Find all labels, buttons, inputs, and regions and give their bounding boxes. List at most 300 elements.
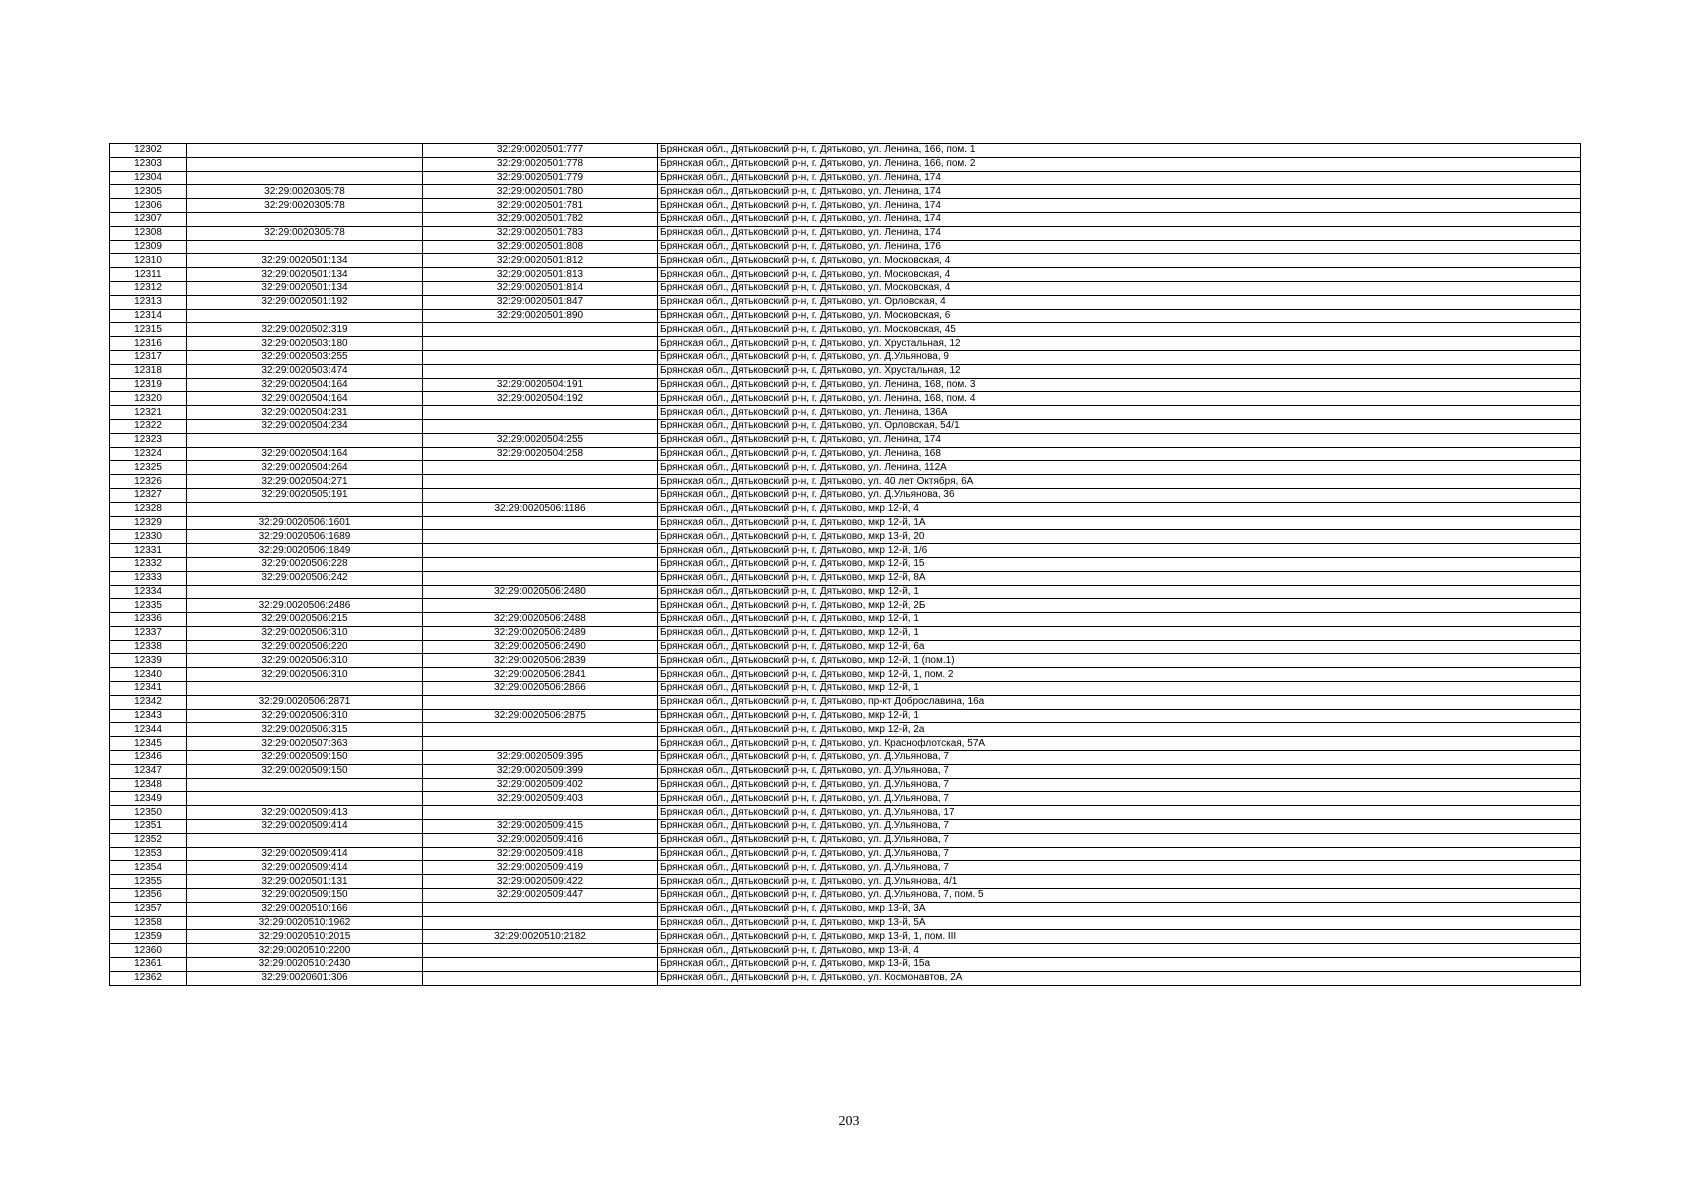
table-row [110, 281, 1581, 295]
row-number-cell: 12347 [110, 764, 187, 778]
row-number-cell: 12310 [110, 254, 187, 268]
table-row [110, 516, 1581, 530]
parent-cadastral-number-cell: 32:29:0020504:234 [187, 419, 423, 433]
address-cell: Брянская обл., Дятьковский р-н, г. Дятьково, мкр 12-й, 1/6 [658, 544, 1581, 558]
address-cell: Брянская обл., Дятьковский р-н, г. Дятьково, ул. Московская, 45 [658, 323, 1581, 337]
address-cell: Брянская обл., Дятьковский р-н, г. Дятьково, ул. Московская, 4 [658, 281, 1581, 295]
cadastral-number-cell [423, 461, 658, 475]
parent-cadastral-number-cell: 32:29:0020504:164 [187, 378, 423, 392]
cadastral-number-cell: 32:29:0020501:808 [423, 240, 658, 254]
parent-cadastral-number-cell: 32:29:0020501:192 [187, 295, 423, 309]
cadastral-number-cell [423, 737, 658, 751]
address-cell: Брянская обл., Дятьковский р-н, г. Дятьково, ул. Д.Ульянова, 4/1 [658, 875, 1581, 889]
table-row [110, 171, 1581, 185]
parent-cadastral-number-cell: 32:29:0020509:414 [187, 861, 423, 875]
cadastral-number-cell: 32:29:0020506:2489 [423, 626, 658, 640]
table-row [110, 833, 1581, 847]
cadastral-number-cell [423, 944, 658, 958]
table-row [110, 488, 1581, 502]
row-number-cell: 12322 [110, 419, 187, 433]
parent-cadastral-number-cell: 32:29:0020509:150 [187, 751, 423, 765]
address-cell: Брянская обл., Дятьковский р-н, г. Дятьково, ул. Московская, 6 [658, 309, 1581, 323]
table-row [110, 378, 1581, 392]
address-cell: Брянская обл., Дятьковский р-н, г. Дятьково, ул. Д.Ульянова, 7, пом. 5 [658, 889, 1581, 903]
cadastral-number-cell: 32:29:0020501:777 [423, 144, 658, 158]
registry-table [109, 143, 1581, 986]
parent-cadastral-number-cell: 32:29:0020501:131 [187, 875, 423, 889]
row-number-cell: 12356 [110, 889, 187, 903]
row-number-cell: 12305 [110, 185, 187, 199]
table-row [110, 820, 1581, 834]
address-cell: Брянская обл., Дятьковский р-н, г. Дятьково, ул. Д.Ульянова, 7 [658, 764, 1581, 778]
row-number-cell: 12353 [110, 847, 187, 861]
address-cell: Брянская обл., Дятьковский р-н, г. Дятьково, мкр 12-й, 1 [658, 585, 1581, 599]
row-number-cell: 12360 [110, 944, 187, 958]
address-cell: Брянская обл., Дятьковский р-н, г. Дятьково, ул. Московская, 4 [658, 254, 1581, 268]
address-cell: Брянская обл., Дятьковский р-н, г. Дятьково, мкр 12-й, 1 [658, 709, 1581, 723]
cadastral-number-cell: 32:29:0020506:2488 [423, 613, 658, 627]
parent-cadastral-number-cell [187, 502, 423, 516]
address-cell: Брянская обл., Дятьковский р-н, г. Дятьково, ул. Д.Ульянова, 17 [658, 806, 1581, 820]
parent-cadastral-number-cell: 32:29:0020509:413 [187, 806, 423, 820]
address-cell: Брянская обл., Дятьковский р-н, г. Дятьково, мкр 12-й, 2а [658, 723, 1581, 737]
table-row [110, 654, 1581, 668]
row-number-cell: 12323 [110, 433, 187, 447]
row-number-cell: 12339 [110, 654, 187, 668]
parent-cadastral-number-cell: 32:29:0020506:310 [187, 709, 423, 723]
table-row [110, 737, 1581, 751]
table-row [110, 916, 1581, 930]
table-row [110, 406, 1581, 420]
cadastral-number-cell: 32:29:0020504:255 [423, 433, 658, 447]
table-row [110, 902, 1581, 916]
cadastral-number-cell: 32:29:0020506:1186 [423, 502, 658, 516]
parent-cadastral-number-cell: 32:29:0020501:134 [187, 268, 423, 282]
cadastral-number-cell: 32:29:0020501:814 [423, 281, 658, 295]
address-cell: Брянская обл., Дятьковский р-н, г. Дятьково, ул. Ленина, 168 [658, 447, 1581, 461]
cadastral-number-cell: 32:29:0020501:781 [423, 199, 658, 213]
parent-cadastral-number-cell: 32:29:0020510:2015 [187, 930, 423, 944]
table-row [110, 875, 1581, 889]
table-row [110, 709, 1581, 723]
row-number-cell: 12321 [110, 406, 187, 420]
cadastral-number-cell [423, 406, 658, 420]
row-number-cell: 12342 [110, 695, 187, 709]
table-row [110, 847, 1581, 861]
table-row [110, 544, 1581, 558]
table-row [110, 350, 1581, 364]
row-number-cell: 12311 [110, 268, 187, 282]
address-cell: Брянская обл., Дятьковский р-н, г. Дятьково, мкр 12-й, 8А [658, 571, 1581, 585]
parent-cadastral-number-cell [187, 212, 423, 226]
table-row [110, 461, 1581, 475]
row-number-cell: 12361 [110, 958, 187, 972]
parent-cadastral-number-cell: 32:29:0020506:215 [187, 613, 423, 627]
parent-cadastral-number-cell: 32:29:0020506:220 [187, 640, 423, 654]
cadastral-number-cell [423, 806, 658, 820]
cadastral-number-cell: 32:29:0020509:418 [423, 847, 658, 861]
cadastral-number-cell: 32:29:0020501:847 [423, 295, 658, 309]
row-number-cell: 12312 [110, 281, 187, 295]
parent-cadastral-number-cell [187, 144, 423, 158]
table-row [110, 640, 1581, 654]
row-number-cell: 12320 [110, 392, 187, 406]
table-row [110, 792, 1581, 806]
row-number-cell: 12359 [110, 930, 187, 944]
table-row [110, 557, 1581, 571]
table-row [110, 971, 1581, 985]
parent-cadastral-number-cell: 32:29:0020501:134 [187, 254, 423, 268]
cadastral-number-cell: 32:29:0020506:2839 [423, 654, 658, 668]
row-number-cell: 12331 [110, 544, 187, 558]
address-cell: Брянская обл., Дятьковский р-н, г. Дятьково, ул. Ленина, 174 [658, 226, 1581, 240]
address-cell: Брянская обл., Дятьковский р-н, г. Дятьково, ул. Хрустальная, 12 [658, 364, 1581, 378]
cadastral-number-cell: 32:29:0020509:402 [423, 778, 658, 792]
row-number-cell: 12335 [110, 599, 187, 613]
table-row [110, 212, 1581, 226]
cadastral-number-cell: 32:29:0020501:782 [423, 212, 658, 226]
cadastral-number-cell [423, 488, 658, 502]
table-row [110, 682, 1581, 696]
address-cell: Брянская обл., Дятьковский р-н, г. Дятьково, ул. Ленина, 168, пом. 4 [658, 392, 1581, 406]
table-row [110, 585, 1581, 599]
address-cell: Брянская обл., Дятьковский р-н, г. Дятьково, ул. Ленина, 112А [658, 461, 1581, 475]
row-number-cell: 12343 [110, 709, 187, 723]
table-row [110, 157, 1581, 171]
parent-cadastral-number-cell [187, 682, 423, 696]
cadastral-number-cell [423, 695, 658, 709]
address-cell: Брянская обл., Дятьковский р-н, г. Дятьково, ул. Ленина, 174 [658, 433, 1581, 447]
parent-cadastral-number-cell [187, 171, 423, 185]
parent-cadastral-number-cell: 32:29:0020509:414 [187, 847, 423, 861]
row-number-cell: 12324 [110, 447, 187, 461]
address-cell: Брянская обл., Дятьковский р-н, г. Дятьково, ул. Ленина, 168, пом. 3 [658, 378, 1581, 392]
row-number-cell: 12302 [110, 144, 187, 158]
cadastral-number-cell: 32:29:0020509:419 [423, 861, 658, 875]
address-cell: Брянская обл., Дятьковский р-н, г. Дятьково, пр-кт Доброславина, 16а [658, 695, 1581, 709]
table-row [110, 806, 1581, 820]
parent-cadastral-number-cell [187, 585, 423, 599]
address-cell: Брянская обл., Дятьковский р-н, г. Дятьково, мкр 13-й, 5А [658, 916, 1581, 930]
parent-cadastral-number-cell: 32:29:0020305:78 [187, 226, 423, 240]
row-number-cell: 12351 [110, 820, 187, 834]
row-number-cell: 12330 [110, 530, 187, 544]
cadastral-number-cell: 32:29:0020501:783 [423, 226, 658, 240]
table-row [110, 309, 1581, 323]
address-cell: Брянская обл., Дятьковский р-н, г. Дятьково, мкр 12-й, 1, пом. 2 [658, 668, 1581, 682]
address-cell: Брянская обл., Дятьковский р-н, г. Дятьково, ул. Ленина, 174 [658, 171, 1581, 185]
address-cell: Брянская обл., Дятьковский р-н, г. Дятьково, ул. Ленина, 174 [658, 212, 1581, 226]
row-number-cell: 12337 [110, 626, 187, 640]
address-cell: Брянская обл., Дятьковский р-н, г. Дятьково, ул. Д.Ульянова, 7 [658, 861, 1581, 875]
address-cell: Брянская обл., Дятьковский р-н, г. Дятьково, ул. Московская, 4 [658, 268, 1581, 282]
cadastral-number-cell [423, 958, 658, 972]
address-cell: Брянская обл., Дятьковский р-н, г. Дятьково, мкр 12-й, 1 [658, 626, 1581, 640]
row-number-cell: 12307 [110, 212, 187, 226]
table-row [110, 613, 1581, 627]
parent-cadastral-number-cell: 32:29:0020506:1689 [187, 530, 423, 544]
row-number-cell: 12344 [110, 723, 187, 737]
parent-cadastral-number-cell [187, 792, 423, 806]
cadastral-number-cell: 32:29:0020509:415 [423, 820, 658, 834]
address-cell: Брянская обл., Дятьковский р-н, г. Дятьково, мкр 12-й, 1А [658, 516, 1581, 530]
address-cell: Брянская обл., Дятьковский р-н, г. Дятьково, ул. Д.Ульянова, 9 [658, 350, 1581, 364]
cadastral-number-cell [423, 723, 658, 737]
table-row [110, 889, 1581, 903]
table-row [110, 861, 1581, 875]
row-number-cell: 12315 [110, 323, 187, 337]
cadastral-number-cell: 32:29:0020504:191 [423, 378, 658, 392]
address-cell: Брянская обл., Дятьковский р-н, г. Дятьково, мкр 13-й, 20 [658, 530, 1581, 544]
row-number-cell: 12338 [110, 640, 187, 654]
row-number-cell: 12317 [110, 350, 187, 364]
table-row [110, 764, 1581, 778]
table-row [110, 323, 1581, 337]
parent-cadastral-number-cell: 32:29:0020510:166 [187, 902, 423, 916]
address-cell: Брянская обл., Дятьковский р-н, г. Дятьково, ул. Д.Ульянова, 7 [658, 847, 1581, 861]
parent-cadastral-number-cell [187, 833, 423, 847]
cadastral-number-cell: 32:29:0020506:2490 [423, 640, 658, 654]
parent-cadastral-number-cell: 32:29:0020509:150 [187, 764, 423, 778]
address-cell: Брянская обл., Дятьковский р-н, г. Дятьково, ул. Хрустальная, 12 [658, 337, 1581, 351]
row-number-cell: 12318 [110, 364, 187, 378]
parent-cadastral-number-cell: 32:29:0020510:2430 [187, 958, 423, 972]
row-number-cell: 12350 [110, 806, 187, 820]
cadastral-number-cell [423, 916, 658, 930]
cadastral-number-cell [423, 599, 658, 613]
parent-cadastral-number-cell: 32:29:0020504:164 [187, 447, 423, 461]
cadastral-number-cell [423, 337, 658, 351]
parent-cadastral-number-cell: 32:29:0020507:363 [187, 737, 423, 751]
table-row [110, 240, 1581, 254]
cadastral-number-cell [423, 530, 658, 544]
cadastral-number-cell [423, 571, 658, 585]
cadastral-number-cell: 32:29:0020509:399 [423, 764, 658, 778]
row-number-cell: 12341 [110, 682, 187, 696]
table-row [110, 695, 1581, 709]
table-row [110, 530, 1581, 544]
cadastral-number-cell: 32:29:0020501:890 [423, 309, 658, 323]
parent-cadastral-number-cell: 32:29:0020506:310 [187, 668, 423, 682]
address-cell: Брянская обл., Дятьковский р-н, г. Дятьково, мкр 12-й, 4 [658, 502, 1581, 516]
row-number-cell: 12328 [110, 502, 187, 516]
row-number-cell: 12303 [110, 157, 187, 171]
table-row [110, 958, 1581, 972]
row-number-cell: 12306 [110, 199, 187, 213]
address-cell: Брянская обл., Дятьковский р-н, г. Дятьково, ул. Ленина, 136А [658, 406, 1581, 420]
table-row [110, 930, 1581, 944]
row-number-cell: 12314 [110, 309, 187, 323]
row-number-cell: 12308 [110, 226, 187, 240]
cadastral-number-cell: 32:29:0020501:813 [423, 268, 658, 282]
parent-cadastral-number-cell: 32:29:0020501:134 [187, 281, 423, 295]
cadastral-number-cell: 32:29:0020509:395 [423, 751, 658, 765]
row-number-cell: 12326 [110, 475, 187, 489]
table-row [110, 668, 1581, 682]
parent-cadastral-number-cell: 32:29:0020506:310 [187, 626, 423, 640]
parent-cadastral-number-cell: 32:29:0020510:2200 [187, 944, 423, 958]
row-number-cell: 12362 [110, 971, 187, 985]
cadastral-number-cell [423, 475, 658, 489]
parent-cadastral-number-cell [187, 433, 423, 447]
address-cell: Брянская обл., Дятьковский р-н, г. Дятьково, мкр 12-й, 6а [658, 640, 1581, 654]
table-row [110, 337, 1581, 351]
cadastral-number-cell: 32:29:0020506:2841 [423, 668, 658, 682]
address-cell: Брянская обл., Дятьковский р-н, г. Дятьково, ул. 40 лет Октября, 6А [658, 475, 1581, 489]
address-cell: Брянская обл., Дятьковский р-н, г. Дятьково, мкр 13-й, 3А [658, 902, 1581, 916]
parent-cadastral-number-cell: 32:29:0020503:255 [187, 350, 423, 364]
table-row [110, 723, 1581, 737]
row-number-cell: 12357 [110, 902, 187, 916]
table-row [110, 626, 1581, 640]
address-cell: Брянская обл., Дятьковский р-н, г. Дятьково, мкр 13-й, 4 [658, 944, 1581, 958]
row-number-cell: 12349 [110, 792, 187, 806]
table-row [110, 433, 1581, 447]
parent-cadastral-number-cell: 32:29:0020504:231 [187, 406, 423, 420]
parent-cadastral-number-cell [187, 778, 423, 792]
row-number-cell: 12336 [110, 613, 187, 627]
table-row [110, 226, 1581, 240]
parent-cadastral-number-cell: 32:29:0020504:164 [187, 392, 423, 406]
table-row [110, 502, 1581, 516]
address-cell: Брянская обл., Дятьковский р-н, г. Дятьково, мкр 12-й, 1 [658, 682, 1581, 696]
parent-cadastral-number-cell: 32:29:0020506:1601 [187, 516, 423, 530]
cadastral-number-cell [423, 544, 658, 558]
parent-cadastral-number-cell: 32:29:0020506:1849 [187, 544, 423, 558]
cadastral-number-cell [423, 516, 658, 530]
cadastral-number-cell: 32:29:0020509:403 [423, 792, 658, 806]
parent-cadastral-number-cell: 32:29:0020506:242 [187, 571, 423, 585]
address-cell: Брянская обл., Дятьковский р-н, г. Дятьково, ул. Д.Ульянова, 7 [658, 833, 1581, 847]
table-row [110, 571, 1581, 585]
address-cell: Брянская обл., Дятьковский р-н, г. Дятьково, ул. Космонавтов, 2А [658, 971, 1581, 985]
address-cell: Брянская обл., Дятьковский р-н, г. Дятьково, ул. Ленина, 166, пом. 2 [658, 157, 1581, 171]
table-row [110, 144, 1581, 158]
parent-cadastral-number-cell: 32:29:0020502:319 [187, 323, 423, 337]
table-row [110, 295, 1581, 309]
table-row [110, 364, 1581, 378]
parent-cadastral-number-cell: 32:29:0020503:474 [187, 364, 423, 378]
parent-cadastral-number-cell [187, 157, 423, 171]
parent-cadastral-number-cell: 32:29:0020506:310 [187, 654, 423, 668]
address-cell: Брянская обл., Дятьковский р-н, г. Дятьково, ул. Д.Ульянова, 7 [658, 792, 1581, 806]
row-number-cell: 12348 [110, 778, 187, 792]
address-cell: Брянская обл., Дятьковский р-н, г. Дятьково, мкр 12-й, 15 [658, 557, 1581, 571]
address-cell: Брянская обл., Дятьковский р-н, г. Дятьково, ул. Д.Ульянова, 36 [658, 488, 1581, 502]
cadastral-number-cell: 32:29:0020510:2182 [423, 930, 658, 944]
table-row [110, 944, 1581, 958]
row-number-cell: 12333 [110, 571, 187, 585]
address-cell: Брянская обл., Дятьковский р-н, г. Дятьково, ул. Ленина, 174 [658, 199, 1581, 213]
parent-cadastral-number-cell [187, 309, 423, 323]
table-row [110, 447, 1581, 461]
parent-cadastral-number-cell: 32:29:0020506:2871 [187, 695, 423, 709]
parent-cadastral-number-cell: 32:29:0020506:2486 [187, 599, 423, 613]
address-cell: Брянская обл., Дятьковский р-н, г. Дятьково, ул. Орловская, 54/1 [658, 419, 1581, 433]
row-number-cell: 12309 [110, 240, 187, 254]
address-cell: Брянская обл., Дятьковский р-н, г. Дятьково, ул. Орловская, 4 [658, 295, 1581, 309]
page-number: 203 [838, 1114, 860, 1129]
cadastral-number-cell: 32:29:0020509:422 [423, 875, 658, 889]
parent-cadastral-number-cell: 32:29:0020509:150 [187, 889, 423, 903]
cadastral-number-cell: 32:29:0020509:416 [423, 833, 658, 847]
cadastral-number-cell [423, 364, 658, 378]
table-row [110, 268, 1581, 282]
cadastral-number-cell [423, 350, 658, 364]
cadastral-number-cell [423, 419, 658, 433]
table-row [110, 751, 1581, 765]
cadastral-number-cell: 32:29:0020501:778 [423, 157, 658, 171]
row-number-cell: 12329 [110, 516, 187, 530]
cadastral-number-cell: 32:29:0020504:258 [423, 447, 658, 461]
parent-cadastral-number-cell: 32:29:0020305:78 [187, 185, 423, 199]
parent-cadastral-number-cell: 32:29:0020506:315 [187, 723, 423, 737]
row-number-cell: 12352 [110, 833, 187, 847]
table-row [110, 599, 1581, 613]
address-cell: Брянская обл., Дятьковский р-н, г. Дятьково, ул. Д.Ульянова, 7 [658, 820, 1581, 834]
parent-cadastral-number-cell: 32:29:0020504:264 [187, 461, 423, 475]
address-cell: Брянская обл., Дятьковский р-н, г. Дятьково, мкр 13-й, 15а [658, 958, 1581, 972]
address-cell: Брянская обл., Дятьковский р-н, г. Дятьково, ул. Д.Ульянова, 7 [658, 751, 1581, 765]
address-cell: Брянская обл., Дятьковский р-н, г. Дятьково, ул. Ленина, 176 [658, 240, 1581, 254]
cadastral-number-cell: 32:29:0020506:2866 [423, 682, 658, 696]
table-row [110, 778, 1581, 792]
parent-cadastral-number-cell: 32:29:0020506:228 [187, 557, 423, 571]
row-number-cell: 12332 [110, 557, 187, 571]
table-row [110, 254, 1581, 268]
row-number-cell: 12325 [110, 461, 187, 475]
cadastral-number-cell: 32:29:0020501:812 [423, 254, 658, 268]
cadastral-number-cell [423, 557, 658, 571]
registry-table-body [110, 144, 1581, 986]
parent-cadastral-number-cell: 32:29:0020510:1962 [187, 916, 423, 930]
row-number-cell: 12327 [110, 488, 187, 502]
cadastral-number-cell: 32:29:0020509:447 [423, 889, 658, 903]
cadastral-number-cell [423, 971, 658, 985]
table-row [110, 185, 1581, 199]
row-number-cell: 12334 [110, 585, 187, 599]
parent-cadastral-number-cell: 32:29:0020601:306 [187, 971, 423, 985]
address-cell: Брянская обл., Дятьковский р-н, г. Дятьково, мкр 12-й, 1 (пом.1) [658, 654, 1581, 668]
parent-cadastral-number-cell [187, 240, 423, 254]
table-row [110, 475, 1581, 489]
row-number-cell: 12304 [110, 171, 187, 185]
table-row [110, 419, 1581, 433]
parent-cadastral-number-cell: 32:29:0020509:414 [187, 820, 423, 834]
table-row [110, 392, 1581, 406]
cadastral-number-cell: 32:29:0020501:780 [423, 185, 658, 199]
address-cell: Брянская обл., Дятьковский р-н, г. Дятьково, ул. Ленина, 174 [658, 185, 1581, 199]
address-cell: Брянская обл., Дятьковский р-н, г. Дятьково, ул. Д.Ульянова, 7 [658, 778, 1581, 792]
address-cell: Брянская обл., Дятьковский р-н, г. Дятьково, ул. Краснофлотская, 57А [658, 737, 1581, 751]
address-cell: Брянская обл., Дятьковский р-н, г. Дятьково, ул. Ленина, 166, пом. 1 [658, 144, 1581, 158]
row-number-cell: 12355 [110, 875, 187, 889]
cadastral-number-cell: 32:29:0020506:2875 [423, 709, 658, 723]
address-cell: Брянская обл., Дятьковский р-н, г. Дятьково, мкр 13-й, 1, пом. III [658, 930, 1581, 944]
address-cell: Брянская обл., Дятьковский р-н, г. Дятьково, мкр 12-й, 1 [658, 613, 1581, 627]
row-number-cell: 12358 [110, 916, 187, 930]
address-cell: Брянская обл., Дятьковский р-н, г. Дятьково, мкр 12-й, 2Б [658, 599, 1581, 613]
parent-cadastral-number-cell: 32:29:0020503:180 [187, 337, 423, 351]
cadastral-number-cell: 32:29:0020501:779 [423, 171, 658, 185]
cadastral-number-cell: 32:29:0020504:192 [423, 392, 658, 406]
row-number-cell: 12340 [110, 668, 187, 682]
row-number-cell: 12316 [110, 337, 187, 351]
parent-cadastral-number-cell: 32:29:0020504:271 [187, 475, 423, 489]
row-number-cell: 12354 [110, 861, 187, 875]
table-row [110, 199, 1581, 213]
cadastral-number-cell: 32:29:0020506:2480 [423, 585, 658, 599]
